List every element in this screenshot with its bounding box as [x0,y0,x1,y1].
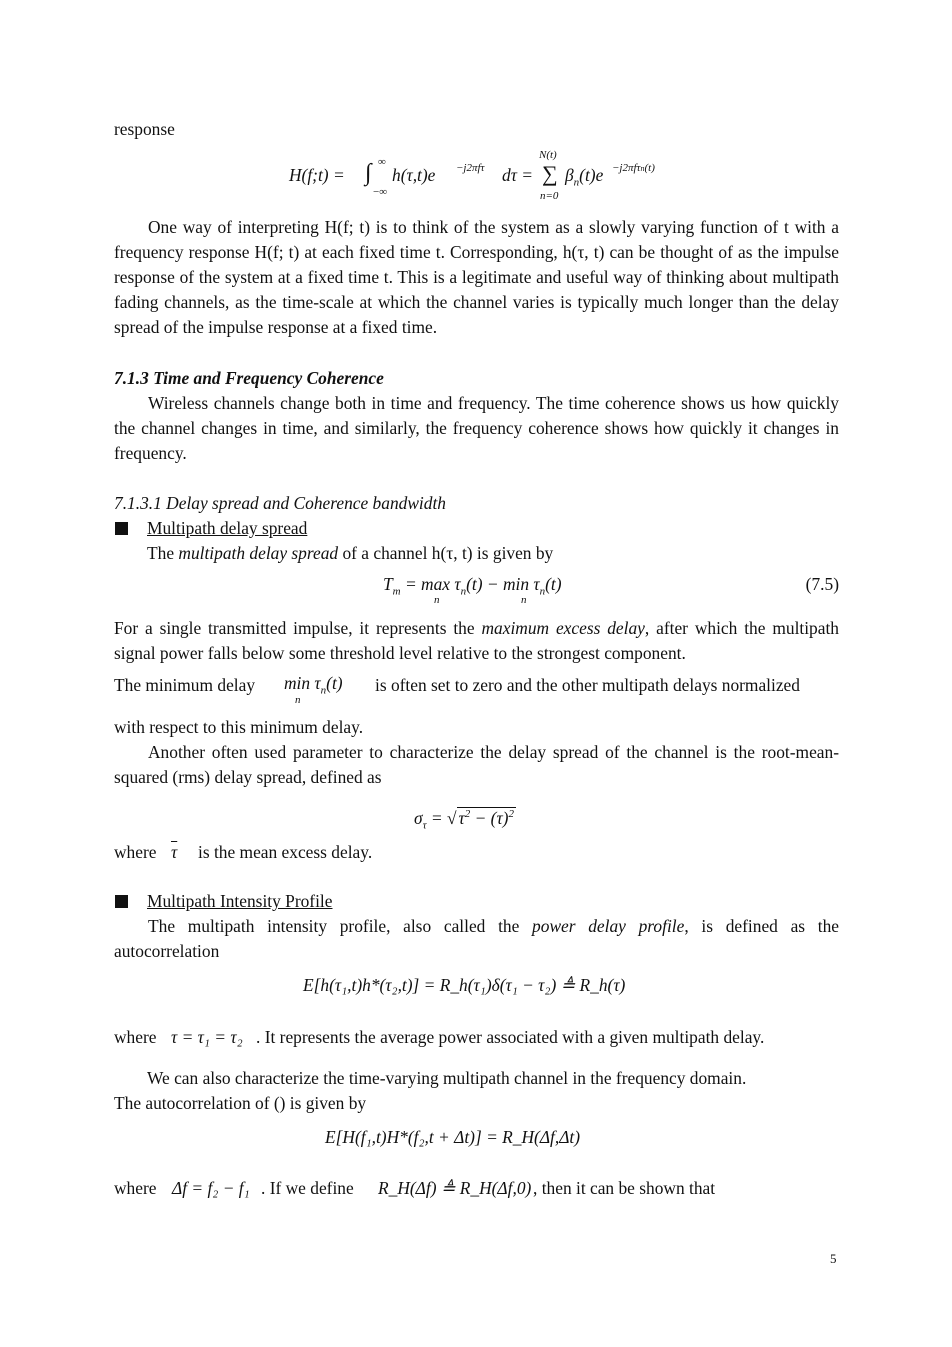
bullet-marker-1 [115,522,128,535]
paragraph-frequency-domain: We can also characterize the time-varying multipath channel in the frequency domain. [147,1068,747,1088]
eq-tm-t: T [383,574,393,594]
where-mean-symbol: $\overline{\tau}$ [171,842,178,862]
where-delta-f-post: , then it can be shown that [533,1178,716,1198]
where-mean-post: is the mean excess delay. [198,842,373,862]
where-mean-pre: where [114,842,157,862]
eq-sigma-rad-rest: − (τ) [470,808,509,828]
eq-sigma-rad-sup: 2 [464,808,471,821]
paragraph-normalized: with respect to this minimum delay. [114,717,364,737]
p5-min-sub: n [320,684,327,697]
eq-tm-rest: = max τ [400,574,461,594]
paragraph-max-excess-delay [114,616,839,666]
where-tau-post: . It represents the average power associated with a given multipath delay. [256,1027,765,1047]
paragraph-delay-spread-def [147,541,553,566]
eq-h-exp2-main: −j2πfτ [612,162,641,174]
p3-emphasis: multipath delay spread [178,543,339,563]
eq-h-beta-sub: n [573,176,580,189]
eq-sigma-lhs: σ [414,808,423,828]
p4-pre: For a single transmitted impulse, it represents the [114,618,482,638]
eq-tm-rest-sub: n [460,585,467,598]
eq-h-sum: ∑ [542,161,558,186]
equation-delay-spread [383,574,562,597]
eq-h-sum-upper: N(t) [539,149,557,161]
eq-tm-rest2: (t) − min τ [466,574,540,594]
p9-pre: The multipath intensity profile, also called the [148,916,533,936]
where-delta-f-pre: where [114,1178,157,1198]
eq-sigma-equals: = [426,808,447,828]
eq-tm-sub: m [392,585,401,598]
eq-h-integral: ∫ [365,160,372,186]
p5-min-under: n [295,694,301,706]
eq-h-dtau: dτ = [502,165,534,185]
paragraph-min-delay-post: is often set to zero and the other multipath delays normalized [375,675,800,695]
paragraph-interpretation: One way of interpreting H(f; t) is to think of the system as a slowly varying function of t with a frequency response H(f; t) at each fixed time t. Corresponding, h(τ, t) can be thought of as the impulse response of the system at a fixed time t. This is a legitimate and useful way of thinking about multipath fading channels, as the time-scale at which the channel varies is typically much longer than the delay spread of the impulse response at a fixed time. [114,217,839,337]
eq-tm-rest3: (t) [545,574,562,594]
p4-emphasis: maximum excess delay [481,618,645,638]
eq-h-beta: β [565,165,574,185]
p3-pre: The [147,543,179,563]
eq-tm-under2: n [521,594,527,606]
equation-number-7-5: (7.5) [805,574,839,594]
eq-sigma-sub: τ [422,819,427,832]
section-heading: 7.1.3 Time and Frequency Coherence [114,368,384,388]
subsection-heading: 7.1.3.1 Delay spread and Coherence bandwidth [114,493,446,513]
paragraph-min-delay-pre: The minimum delay [114,675,256,695]
sqrt-content [457,807,516,828]
where-delta-f-eq: Δf = f₂ − f₁ [172,1178,250,1198]
page-number: 5 [830,1251,837,1266]
eq-h-exp2-sub: n [640,164,645,173]
eq-h-exp2-end: (t) [644,162,655,174]
eq-h-sum-lower: n=0 [540,190,559,202]
p9-post: , is defined as the autocorrelation [114,916,840,961]
p3-post: of a channel h(τ, t) is given by [338,543,554,563]
p5-min: min τ [284,673,321,693]
p4-post: , after which the multipath signal power falls below some threshold level relative to the strongest component. [114,618,839,663]
paragraph-rms-intro: Another often used parameter to characterize the delay spread of the channel is the root-mean-squared (rms) delay spread, defined as [114,742,839,787]
paragraph-coherence-intro: Wireless channels change both in time and frequency. The time coherence shows us how quickly the channel changes in time, and similarly, the frequency coherence shows how quickly it changes in frequency. [114,393,839,463]
bullet-title-delay-spread: Multipath delay spread [147,518,308,538]
eq-h-exp1: −j2πfτ [456,162,485,174]
eq-h-term1: h(τ,t)e [392,165,436,185]
p5-min-rest: (t) [326,673,343,693]
where-tau-pre: where [114,1027,157,1047]
equation-autocorrelation-time: E[h(τ₁,t)h*(τ₂,t)] = R_h(τ₁)δ(τ₁ − τ₂) ≜ R_h(τ) [303,975,626,995]
response-word: response [114,119,175,139]
eq-h-int-upper: ∞ [378,156,386,168]
equation-autocorrelation-frequency: E[H(f₁,t)H*(f₂,t + Δt)] = R_H(Δf,Δt) [325,1127,581,1147]
bullet-title-intensity-profile: Multipath Intensity Profile [147,891,333,911]
eq-h-exp2 [612,162,655,174]
eq-sigma-rad-rest-sup: 2 [508,808,514,821]
eq-h-int-lower: −∞ [373,186,388,198]
paragraph-autocorrelation-of: The autocorrelation of () is given by [114,1093,367,1113]
eq-h-term2 [565,165,603,188]
sqrt-symbol: √ [446,808,457,828]
bullet-marker-2 [115,895,128,908]
where-delta-f-eq2: R_H(Δf) ≜ R_H(Δf,0) [378,1178,532,1198]
equation-rms-delay [414,808,516,831]
where-delta-f-mid: . If we define [261,1178,354,1198]
eq-sigma-rad: τ [458,808,465,828]
p9-emphasis: power delay profile [532,916,685,936]
where-tau-eq: τ = τ₁ = τ₂ [171,1027,243,1047]
inline-min-delay [284,673,343,696]
eq-tm-under1: n [434,594,440,606]
paragraph-power-delay-profile [114,914,839,964]
eq-tm-rest2-sub: n [539,585,546,598]
eq-h-term2-rest: (t)e [579,165,604,185]
eq-h-lhs: H(f;t) = [289,165,345,185]
